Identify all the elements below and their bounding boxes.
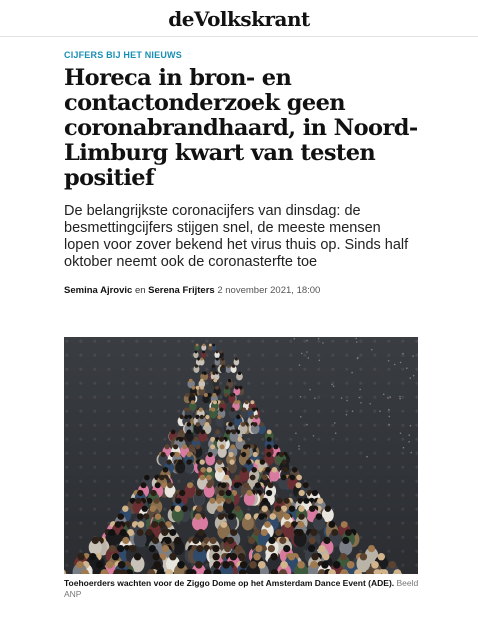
crowd-image — [64, 337, 418, 574]
photo-credit: Beeld ANP — [64, 578, 419, 599]
article-photo[interactable] — [64, 337, 418, 574]
article-intro: De belangrijkste coronacijfers van dinsdag: de besmettingcijfers stijgen snel, de meeste mensen lopen voor zover bekend het virus thuis op. Sinds half oktober neemt ook de coronasterfte toe — [64, 203, 409, 270]
section-kicker[interactable]: CIJFERS BIJ HET NIEUWS — [64, 50, 182, 60]
byline — [64, 285, 420, 296]
volkskrant-logo[interactable]: deVolkskrant — [168, 7, 310, 31]
article-headline: Horeca in bron- en contactonderzoek geen coronabrandhaard, in Noord-Limburg kwart van testen positief — [64, 65, 418, 191]
author-link[interactable]: Semina Ajrovic — [64, 285, 133, 296]
byline-connector: en — [134, 285, 146, 296]
caption-text: Toehoerders wachten voor de Ziggo Dome op het Amsterdam Dance Event (ADE). — [64, 578, 395, 588]
publish-date: 2 november 2021, 18:00 — [217, 285, 321, 296]
photo-caption — [64, 578, 420, 600]
article — [64, 50, 420, 296]
masthead — [0, 0, 478, 37]
author-link[interactable]: Serena Frijters — [148, 285, 215, 296]
